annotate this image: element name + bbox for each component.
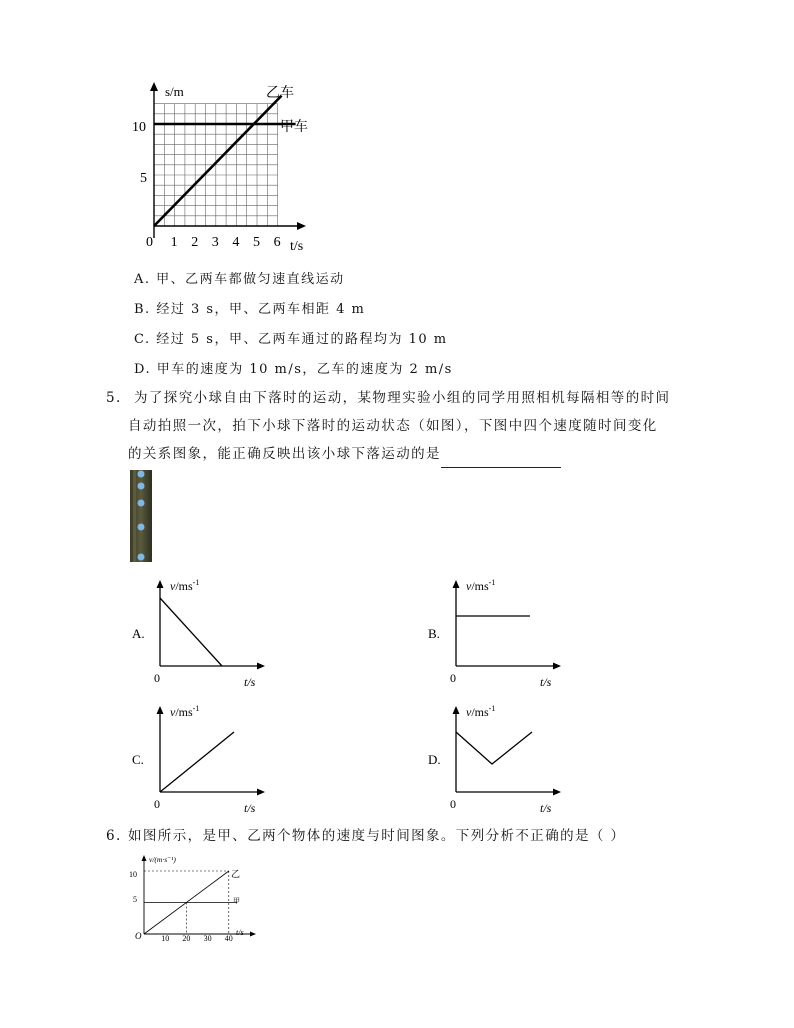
option-label: D. [428,752,441,767]
option-label: B. [428,626,440,641]
vt-graph-a[interactable] [126,576,276,694]
ball-1 [138,471,145,478]
q6-y-tick-5: 5 [133,895,137,904]
st-graph-lines [154,96,296,226]
q5-line-3 [128,440,561,468]
ball-3 [138,500,145,507]
option-label: C. [132,752,144,767]
st-graph-x-ticks [146,235,281,250]
ball-2 [138,483,145,490]
vt-graph-d[interactable] [422,702,572,820]
q6-text: 如图所示，是甲、乙两个物体的速度与时间图象。下列分析不正确的是（ ） [128,828,626,844]
vt-graph-c[interactable] [126,702,276,820]
q6-x-arrow [250,932,256,937]
ball-5 [138,554,145,561]
vt-curve [160,598,222,666]
st-graph-x-arrow [297,222,306,230]
x-arrow [553,789,561,796]
q4-option-d[interactable]: D. 甲车的速度为 10 m/s，乙车的速度为 2 m/s [134,362,453,377]
x-axis-label: t/s [540,801,552,815]
y-axis-label: $v/ms^{-1}$ [170,704,200,719]
q4-option-b[interactable]: B. 经过 3 s，甲、乙两车相距 4 m [134,302,366,317]
x-arrow [257,789,265,796]
q6-lines [144,871,237,934]
option-label: A. [132,626,145,641]
q6-y-tick-10: 10 [129,870,137,879]
q4-option-a[interactable]: A. 甲、乙两车都做匀速直线运动 [134,272,345,287]
origin-label: 0 [450,797,456,811]
q5-number: 5. [106,390,122,406]
q6-x-tick: 30 [203,934,212,942]
st-graph-x-tick: 4 [232,235,240,250]
x-arrow [553,663,561,670]
st-graph-x-label: t/s [290,239,304,253]
q6-x-label: t/s [236,928,244,937]
x-axis-label: t/s [244,801,256,815]
line-yi-car [154,96,282,226]
st-graph-label-jia: 甲车 [280,120,308,135]
y-arrow [453,706,460,714]
x-axis-label: t/s [540,675,552,689]
y-arrow [157,706,164,714]
st-graph-x-tick: 2 [191,235,199,250]
vt-graph-b[interactable] [422,576,572,694]
st-graph-y-label: s/m [165,84,184,99]
q6-number: 6. [106,828,122,844]
q6-x-ticks [161,934,233,942]
vt-curve [456,732,532,764]
y-axis-label: $v/ms^{-1}$ [170,578,200,593]
q6-y-arrow [142,855,147,861]
st-graph-y-arrow [150,82,158,91]
vt-curve [160,732,234,792]
q5-line-3-text: 的关系图象，能正确反映出该小球下落运动的是 [128,446,441,462]
x-axis-label: t/s [244,675,256,689]
st-graph-x-tick: 0 [146,235,153,250]
vt-graph-q6 [124,852,260,942]
q5-line-2: 自动拍照一次，拍下小球下落时的运动状态（如图），下图中四个速度随时间变化 [128,418,658,434]
q5-line-1: 为了探究小球自由下落时的运动，某物理实验小组的同学用照相机每隔相等的时间 [134,390,671,406]
st-graph-x-tick: 5 [253,235,260,250]
ball-4 [138,524,145,531]
origin-label: 0 [154,797,160,811]
st-graph-x-tick: 6 [273,235,281,250]
st-graph [130,78,330,253]
q6-y-label: v/(m·s⁻¹) [149,855,176,864]
st-graph-label-yi: 乙车 [266,86,294,101]
q6-x-tick: 10 [161,934,170,942]
st-graph-y-tick-5: 5 [140,171,147,186]
x-arrow [257,663,265,670]
q4-option-c[interactable]: C. 经过 5 s，甲、乙两车通过的路程均为 10 m [134,332,448,347]
q5-answer-blank[interactable] [441,453,561,468]
q6-x-tick: 40 [224,934,233,942]
origin-label: 0 [450,671,456,685]
y-arrow [453,580,460,588]
y-axis-label: $v/ms^{-1}$ [466,704,496,719]
st-graph-y-tick-10: 10 [132,120,146,135]
q6-label-yi: 乙 [231,869,241,879]
y-axis-label: $v/ms^{-1}$ [466,578,496,593]
st-graph-x-tick: 3 [211,235,219,250]
q6-label-jia: 甲 [233,897,240,905]
origin-label: 0 [154,671,160,685]
q6-x-tick: 20 [182,934,191,942]
st-graph-x-tick: 1 [170,235,178,250]
q6-origin: O [135,931,142,941]
falling-ball-photo [130,470,152,562]
y-arrow [157,580,164,588]
